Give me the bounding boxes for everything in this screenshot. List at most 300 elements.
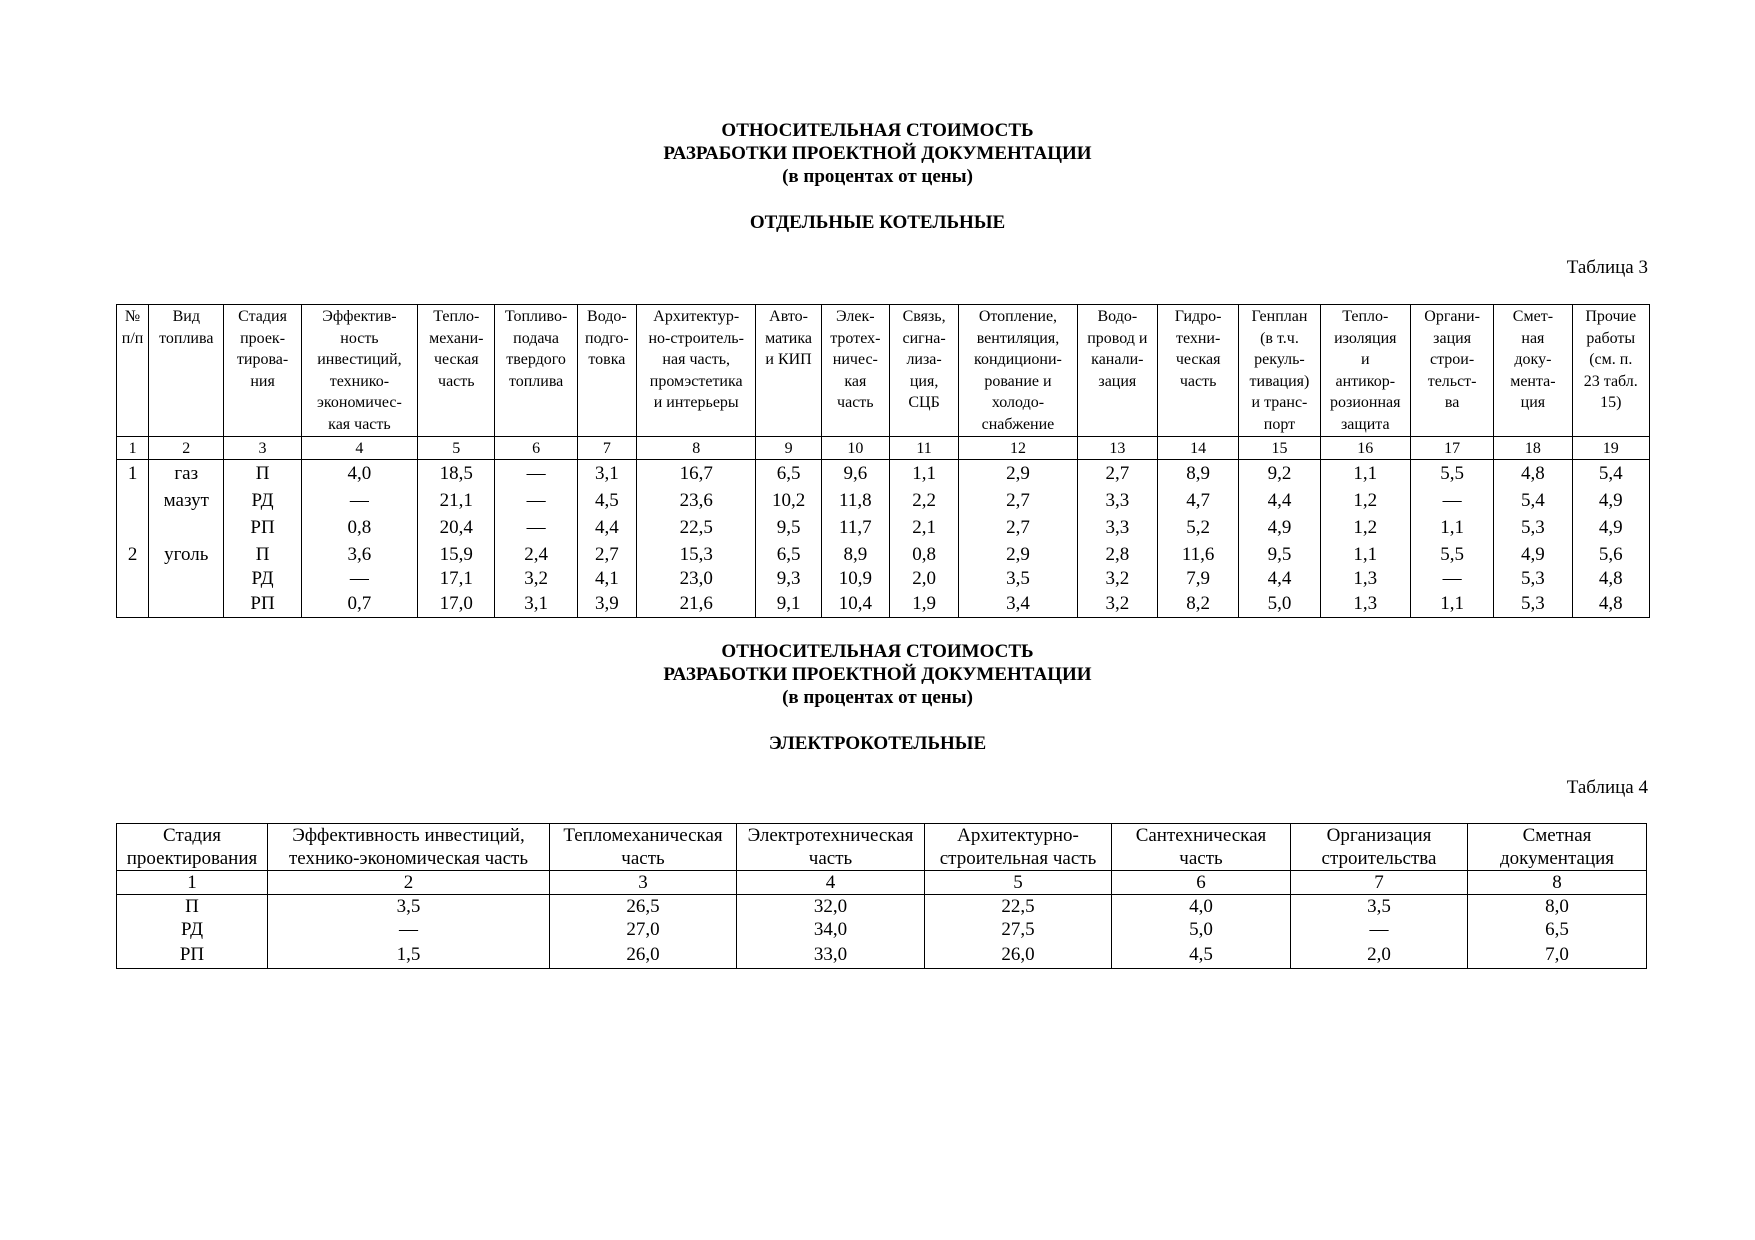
table3-cell: — [1410,568,1493,590]
table3-cell: — [301,568,417,590]
table3-column-number: 17 [1410,436,1493,460]
table3-cell: 8,9 [821,541,889,568]
table3-header-line: тирова- [236,351,289,369]
table3-header-line: Прочие [1585,308,1637,325]
table3-header-line: 15) [1600,394,1622,412]
table4-cell: 26,0 [550,941,737,969]
table4-column-number: 3 [550,871,737,895]
table-row [117,541,1650,568]
table3-cell: 1,3 [1320,590,1410,618]
table3-header-cell [577,305,636,437]
table3-cell: 15,9 [418,541,495,568]
table3-column-number: 5 [418,436,495,460]
table3-cell: 8,2 [1157,590,1238,618]
table3-column-number: 4 [301,436,417,460]
table3-cell: 4,8 [1572,568,1649,590]
table3-cell: 4,5 [577,487,636,514]
table3-header-cell [1320,305,1410,437]
table3-header-line: строи- [1430,351,1475,369]
table4-header-line: Сантехническая [1135,825,1267,846]
table3-cell [149,590,224,618]
table4-header-line: Тепломеханическая [563,825,723,846]
section1-title-line: РАЗРАБОТКИ ПРОЕКТНОЙ ДОКУМЕНТАЦИИ [663,143,1092,164]
table3-header-line: механи- [429,329,484,347]
table3-column-number: 9 [756,436,821,460]
table4-cell: 4,0 [1112,895,1291,919]
table3-cell: 4,0 [301,460,417,488]
table3-header-line: ность [340,329,379,347]
table4-cell: РД [117,918,268,941]
table3-cell: 3,2 [495,568,577,590]
table4-header-line: Электротехническая [747,825,914,846]
table4-header-cell [1291,824,1468,871]
table3-header-line: кондициони- [974,351,1062,369]
table3-column-number: 11 [889,436,958,460]
table3-header-line: ная [1521,329,1545,347]
table4-column-number: 7 [1291,871,1468,895]
table3-cell: РП [224,514,301,541]
table4-cell: 27,5 [925,918,1112,941]
table3-cell [117,590,149,618]
table3-cell: 1,9 [889,590,958,618]
table3 [116,304,1650,618]
table3-cell: 0,8 [889,541,958,568]
table4-header-cell [117,824,268,871]
table3-column-number: 12 [959,436,1077,460]
table3-header-cell [821,305,889,437]
table3-cell: 21,6 [636,590,755,618]
table3-header-line: сигна- [902,329,946,347]
table3-header-line: Тепло- [1342,308,1389,325]
table4-header-line: проектирования [126,848,258,869]
table3-cell: 2,7 [959,514,1077,541]
table4-cell: 26,5 [550,895,737,919]
table4-cell: 5,0 [1112,918,1291,941]
table3-header-line: матика [765,329,812,347]
table3-header-line: Архитектур- [653,308,740,325]
table3-cell: 2,9 [959,460,1077,488]
table3-cell [117,568,149,590]
table3-column-number: 3 [224,436,301,460]
table3-header-cell [1157,305,1238,437]
table3-cell: 6,5 [756,541,821,568]
table3-header-line: рекуль- [1254,351,1305,369]
table3-cell: 1,1 [1410,590,1493,618]
table3-cell: 1 [117,460,149,488]
table3-cell: 3,3 [1077,487,1157,514]
table4-cell: 3,5 [268,895,550,919]
table3-header-line: защита [1340,415,1390,433]
table3-cell: 10,2 [756,487,821,514]
table3-header-line: подго- [585,329,629,347]
table3-header-line: мента- [1510,372,1556,390]
table3-cell: 6,5 [756,460,821,488]
table3-header-line: СЦБ [908,394,940,412]
section1-subtitle: ОТДЕЛЬНЫЕ КОТЕЛЬНЫЕ [749,212,1006,233]
table3-cell: 18,5 [418,460,495,488]
table3-header-cell [149,305,224,437]
table3-header-line: Авто- [769,308,808,325]
table3-cell: 9,2 [1239,460,1320,488]
table3-cell: П [224,460,301,488]
table3-cell: 11,7 [821,514,889,541]
table3-cell: 15,3 [636,541,755,568]
table3-cell: 5,2 [1157,514,1238,541]
table3-header-line: техни- [1175,329,1221,347]
table4-column-number: 2 [268,871,550,895]
table3-cell: 10,9 [821,568,889,590]
table-row [117,918,1647,941]
table3-cell: 0,8 [301,514,417,541]
table3-header-line: ничес- [832,351,878,369]
table3-cell: 3,4 [959,590,1077,618]
table3-cell: 4,4 [1239,568,1320,590]
table4-header-line: Эффективность инвестиций, [292,825,525,846]
table3-cell: 17,0 [418,590,495,618]
table3-cell: мазут [149,487,224,514]
table3-column-number: 2 [149,436,224,460]
table3-header-cell [224,305,301,437]
table3-header-line: Элек- [836,308,875,325]
table3-cell: 3,3 [1077,514,1157,541]
table3-header-cell [1410,305,1493,437]
table3-label: Таблица 3 [1566,257,1648,278]
table3-header-cell [1494,305,1572,437]
table3-cell [149,514,224,541]
table3-header-line: Гидро- [1174,308,1222,325]
table3-cell: 9,5 [756,514,821,541]
table4-header-line: Организация [1326,825,1432,846]
table3-header-cell [636,305,755,437]
table3-header-line: ческая [1175,351,1221,369]
table3-header-line: технико- [329,372,390,390]
table4-cell: 1,5 [268,941,550,969]
table3-header-cell [1572,305,1649,437]
table3-header-line: провод и [1087,329,1148,347]
table3-header-line: ция [1520,394,1546,412]
table4-header-line: документация [1499,848,1615,869]
table3-header-line: кая [844,372,867,390]
table3-column-number: 19 [1572,436,1649,460]
table3-cell: 3,9 [577,590,636,618]
table3-cell: 5,5 [1410,460,1493,488]
table3-cell [117,514,149,541]
table3-header-line: ческая [433,351,479,369]
table3-cell: 3,5 [959,568,1077,590]
table3-cell: 4,7 [1157,487,1238,514]
table3-header-cell [301,305,417,437]
table3-cell: 3,2 [1077,590,1157,618]
table3-cell: 11,6 [1157,541,1238,568]
table4-header-cell [550,824,737,871]
table4-cell: 8,0 [1468,895,1647,919]
section2-title-line: РАЗРАБОТКИ ПРОЕКТНОЙ ДОКУМЕНТАЦИИ [663,664,1092,685]
table3-cell: 4,4 [1239,487,1320,514]
table3-cell: 2,1 [889,514,958,541]
table3-header-line: топлива [508,372,564,390]
table4-cell: 27,0 [550,918,737,941]
table4-cell: 26,0 [925,941,1112,969]
table-row [117,590,1650,618]
table3-header-line: канали- [1091,351,1144,369]
table3-cell: 5,4 [1572,460,1649,488]
table3-column-number: 10 [821,436,889,460]
table3-cell: 3,1 [577,460,636,488]
table3-header-line: (см. п. [1589,351,1633,369]
table4-header-line: Сметная [1522,825,1592,846]
section1-title-line: ОТНОСИТЕЛЬНАЯ СТОИМОСТЬ [721,120,1034,141]
table3-cell: 4,9 [1494,541,1572,568]
table3-cell: 2,7 [959,487,1077,514]
table3-cell: 0,7 [301,590,417,618]
table3-cell: 21,1 [418,487,495,514]
table3-cell: 2,7 [577,541,636,568]
table3-cell: 23,0 [636,568,755,590]
table3-cell: 2,7 [1077,460,1157,488]
table3-header-line: Топливо- [504,308,568,325]
table3-cell: 2,4 [495,541,577,568]
table3-header-line: Смет- [1512,308,1554,325]
table4-cell: 6,5 [1468,918,1647,941]
table3-header-line: Тепло- [433,308,480,325]
table3-cell: 22,5 [636,514,755,541]
table3-header-line: и КИП [765,351,812,369]
table3-cell: 16,7 [636,460,755,488]
table3-header-line: экономичес- [317,394,402,412]
table3-header-line: ния [250,372,275,390]
table3-cell: РД [224,568,301,590]
table4-column-number: 6 [1112,871,1291,895]
table3-header-line: ция, [909,372,939,390]
table4 [116,823,1647,969]
table3-cell: 1,1 [889,460,958,488]
table3-column-number: 6 [495,436,577,460]
table4-header [117,824,1647,895]
table3-cell: РП [224,590,301,618]
table4-header-cell [925,824,1112,871]
table3-header-line: товка [588,351,626,369]
table3-cell: 1,1 [1410,514,1493,541]
table3-header-line: холодо- [991,394,1045,412]
table3-header [117,305,1650,460]
section2-title [0,640,1755,709]
table3-header-line: антикор- [1335,372,1396,390]
table3-cell: 23,6 [636,487,755,514]
table4-cell: 34,0 [737,918,925,941]
table3-header-line: и транс- [1251,394,1308,412]
table4-cell: 2,0 [1291,941,1468,969]
table3-cell: 3,2 [1077,568,1157,590]
table4-column-number: 5 [925,871,1112,895]
table4-header-line: строительства [1321,848,1437,869]
table3-cell: — [495,487,577,514]
table4-header-line: технико-экономическая часть [289,848,528,869]
table3-column-number: 1 [117,436,149,460]
table3-header-line: тротех- [830,329,881,347]
table4-header-cell [268,824,550,871]
table4-cell: 7,0 [1468,941,1647,969]
table4-header-cell [1468,824,1647,871]
table4-cell: 33,0 [737,941,925,969]
table3-cell: — [1410,487,1493,514]
table3-cell: 5,5 [1410,541,1493,568]
table3-header-line: 23 табл. [1583,372,1638,390]
table4-header-line: Архитектурно- [957,825,1079,846]
table3-cell: 4,4 [577,514,636,541]
table3-header-line: (в т.ч. [1260,329,1299,347]
table4-header-line: часть [621,848,665,869]
table3-cell: 2,9 [959,541,1077,568]
table3-header-line: промэстетика [649,372,743,390]
table3-header-line: ва [1444,394,1460,412]
table3-header-cell [495,305,577,437]
table3-header-line: работы [1586,329,1636,347]
table4-header-line: Стадия [163,825,221,846]
table3-header-cell [1077,305,1157,437]
table3-cell: П [224,541,301,568]
table3-header-cell [889,305,958,437]
table3-header-line: проек- [240,329,286,347]
table4-cell: 32,0 [737,895,925,919]
table3-cell: 2,8 [1077,541,1157,568]
table3-cell: 17,1 [418,568,495,590]
table-row [117,895,1647,919]
table3-header-line: но-строитель- [648,329,744,347]
table4-cell: — [268,918,550,941]
table3-cell [149,568,224,590]
table4-cell: — [1291,918,1468,941]
table3-header-line: ная часть, [662,351,730,369]
table3-cell: 1,1 [1320,541,1410,568]
table3-cell: 4,1 [577,568,636,590]
table4-header-cell [1112,824,1291,871]
table3-cell: 4,9 [1572,487,1649,514]
table3-cell: уголь [149,541,224,568]
table3-cell: 4,9 [1572,514,1649,541]
table3-header-cell [1239,305,1320,437]
table3-cell: 10,4 [821,590,889,618]
section2-title-line: (в процентах от цены) [782,687,973,708]
table-row [117,487,1650,514]
table3-cell: 4,9 [1239,514,1320,541]
table3-cell: 5,6 [1572,541,1649,568]
table3-cell: 2 [117,541,149,568]
table4-cell: 3,5 [1291,895,1468,919]
table3-header-line: изоляция [1334,329,1397,347]
table4-header-cell [737,824,925,871]
table3-column-number: 7 [577,436,636,460]
table3-header-line: рование и [984,372,1052,390]
table3-header-line: зация [1098,372,1137,390]
table3-header-line: снабжение [981,415,1055,433]
table3-header-line: лиза- [906,351,942,369]
table3-cell: 1,3 [1320,568,1410,590]
table3-header-line: порт [1263,415,1296,433]
table3-header-line: доку- [1514,351,1552,369]
table3-header-line: п/п [121,329,144,347]
table3-header-line: кая часть [328,415,391,433]
table3-header-line: Генплан [1251,308,1308,325]
table-row [117,941,1647,969]
table3-header-line: часть [1179,372,1217,390]
table3-header-line: № [124,308,141,325]
table3-header-line: Стадия [238,308,287,325]
table3-header-line: Водо- [587,308,627,325]
table3-cell: — [495,460,577,488]
table4-header-line: часть [808,848,853,869]
table3-header-cell [418,305,495,437]
table3-header-line: тивация) [1249,372,1310,390]
table3-header-line: вентиляция, [976,329,1060,347]
table3-cell: 9,5 [1239,541,1320,568]
table4-header-line: часть [1179,848,1223,869]
table4-column-number: 1 [117,871,268,895]
table3-header-line: розионная [1330,394,1401,412]
table3-header-line: Водо- [1097,308,1138,325]
table3-header-line: и интерьеры [653,394,739,412]
table3-cell: 1,2 [1320,487,1410,514]
table4-cell: П [117,895,268,919]
table3-cell: — [495,514,577,541]
table4-body [117,895,1647,969]
table3-header-line: Эффектив- [322,308,397,325]
table3-cell: газ [149,460,224,488]
table3-header-line: подача [513,329,560,347]
table3-header-line: Органи- [1424,308,1480,325]
table3-cell: 2,2 [889,487,958,514]
table3-cell: 11,8 [821,487,889,514]
table3-cell: 1,2 [1320,514,1410,541]
table3-cell: 5,3 [1494,590,1572,618]
table3-header-line: зация [1433,329,1472,347]
table4-column-number: 4 [737,871,925,895]
table3-cell: 7,9 [1157,568,1238,590]
table3-cell: 5,4 [1494,487,1572,514]
table3-header-cell [756,305,821,437]
section1-title [0,119,1755,188]
table3-cell: 1,1 [1320,460,1410,488]
table3-column-number: 18 [1494,436,1572,460]
table3-cell [117,487,149,514]
table-row [117,460,1650,488]
table4-column-number: 8 [1468,871,1647,895]
table4-cell: 4,5 [1112,941,1291,969]
table3-column-number: 8 [636,436,755,460]
table3-header-line: часть [837,394,874,412]
table3-cell: — [301,487,417,514]
table3-header-line: Связь, [902,308,946,325]
table3-cell: 9,3 [756,568,821,590]
table3-cell: 8,9 [1157,460,1238,488]
table3-cell: 9,6 [821,460,889,488]
table3-cell: 5,3 [1494,568,1572,590]
table3-column-number: 15 [1239,436,1320,460]
table3-cell: 4,8 [1572,590,1649,618]
table3-header-line: и [1361,351,1370,369]
table3-header-line: твердого [506,351,566,369]
table3-cell: 4,8 [1494,460,1572,488]
table4-label: Таблица 4 [1566,777,1648,798]
table4-header-line: строительная часть [939,848,1097,869]
table3-cell: 2,0 [889,568,958,590]
table3-header-line: инвестиций, [317,351,402,369]
table4-cell: РП [117,941,268,969]
table4-cell: 22,5 [925,895,1112,919]
table3-header-line: Отопление, [978,308,1058,325]
table3-cell: 20,4 [418,514,495,541]
table3-column-number: 14 [1157,436,1238,460]
section2-subtitle: ЭЛЕКТРОКОТЕЛЬНЫЕ [768,733,987,754]
